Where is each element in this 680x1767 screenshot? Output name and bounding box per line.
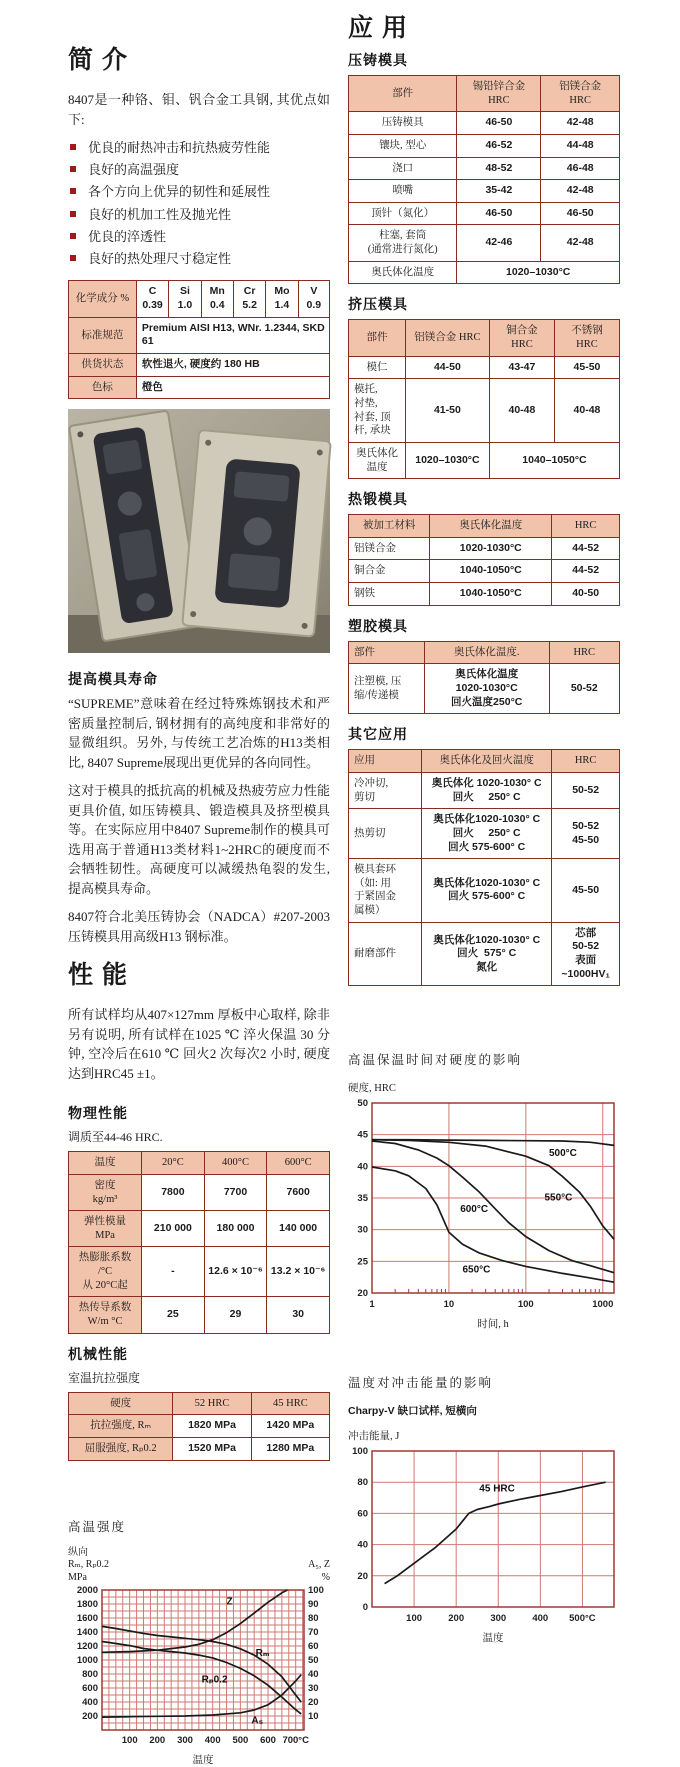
die-casting-molds-photo xyxy=(68,409,330,653)
left-axis-header: 纵向 Rₘ, Rₚ0.2 MPa xyxy=(68,1546,109,1583)
x-tick-label: 500 xyxy=(232,1735,249,1747)
y-tick-label: 600 xyxy=(82,1683,98,1695)
table-cell: 42-46 xyxy=(457,225,541,261)
data-table xyxy=(348,319,620,479)
table-cell: 密度 kg/m³ xyxy=(69,1174,142,1210)
table-cell: 50-52 xyxy=(549,664,619,714)
table-cell: 140 000 xyxy=(267,1211,330,1247)
table-cell: 镶块, 型心 xyxy=(349,134,457,157)
table-cell: 软性退火, 硬度约 180 HB xyxy=(136,353,329,376)
x-tick-label: 10 xyxy=(443,1299,455,1311)
x-tick-label: 100 xyxy=(406,1613,423,1625)
die-casting-caption: 压铸模具 xyxy=(348,52,408,68)
header-cell: 部件 xyxy=(349,320,406,356)
header-cell: 不锈钢 HRC xyxy=(554,320,619,356)
table-cell: 浇口 xyxy=(349,157,457,180)
header-cell: 45 HRC xyxy=(251,1392,329,1415)
series-650°C xyxy=(372,1167,614,1282)
table-cell: 42-48 xyxy=(541,180,620,203)
y-tick-label: 25 xyxy=(357,1256,368,1268)
y-right-tick-label: 90 xyxy=(308,1599,319,1611)
extrusion-table xyxy=(348,319,620,479)
table-cell: 热传导系数 W/m °C xyxy=(69,1297,142,1333)
table-cell: 43-47 xyxy=(489,356,554,379)
table-cell: 50-52 xyxy=(552,772,620,808)
table-cell: 46-50 xyxy=(541,202,620,225)
performance-intro: 所有试样均从407×127mm 厚板中心取样, 除非另有说明, 所有试样在1025 ℃ 淬火保温 30 分钟, 空冷后在610 ℃ 回火2 次每次2 小时, 硬度达到HRC45 ±1。 xyxy=(68,1007,330,1081)
series-label: Z xyxy=(226,1596,233,1608)
header-cell: 应用 xyxy=(349,750,422,773)
table-cell: 7800 xyxy=(142,1174,205,1210)
y-tick-label: 35 xyxy=(357,1193,368,1205)
table-cell: 35-42 xyxy=(457,180,541,203)
impact-energy-ylabel: 冲击能量, J xyxy=(348,1431,400,1443)
physical-title: 物理性能 xyxy=(68,1105,128,1122)
table-cell: 46-48 xyxy=(541,157,620,180)
table-cell: 29 xyxy=(204,1297,267,1333)
table-cell: 奥氏体化温度 1020-1030°C 回火温度250°C xyxy=(424,664,549,714)
table-cell: 标准规范 xyxy=(69,317,137,353)
left-column xyxy=(68,0,330,1767)
header-cell: 400°C xyxy=(204,1152,267,1175)
impact-energy-chart xyxy=(348,1373,620,1645)
table-cell: 柱塞, 套筒 (通常进行氮化) xyxy=(349,225,457,261)
y-right-tick-label: 20 xyxy=(308,1697,319,1709)
y-tick-label: 1000 xyxy=(76,1655,98,1667)
hot-strength-xlabel: 温度 xyxy=(192,1755,214,1767)
x-tick-label: 1000 xyxy=(592,1299,614,1311)
table-cell: 热膨胀系数 /°C 从 20°C起 xyxy=(69,1247,142,1297)
hot-forging-caption: 热锻模具 xyxy=(348,491,408,508)
impact-energy-plot xyxy=(348,1447,620,1628)
table-cell: 45-50 xyxy=(554,356,619,379)
x-tick-label: 1 xyxy=(369,1299,375,1311)
y-tick-label: 50 xyxy=(357,1098,368,1110)
table-cell: 钢铁 xyxy=(349,583,430,606)
hardness-vs-time-svg xyxy=(348,1099,620,1309)
table-cell: 180 000 xyxy=(204,1211,267,1247)
right-mold-plate xyxy=(182,430,331,637)
y-tick-label: 40 xyxy=(357,1161,368,1173)
hot-strength-axis-headers xyxy=(68,1547,330,1585)
intro-lead: 8407是一种铬、钼、钒合金工具钢, 其优点如下: xyxy=(68,92,330,127)
series-45 HRC xyxy=(385,1482,606,1583)
header-cell: 奥氏体化温度. xyxy=(424,641,549,664)
bullet-item: 优良的淬透性 xyxy=(68,227,330,246)
table-cell: 奥氏体化1020-1030° C 回火 575° C 氮化 xyxy=(422,922,552,986)
table-cell: Cr 5.2 xyxy=(233,281,265,317)
header-cell: 部件 xyxy=(349,76,457,112)
table-cell: 铜合金 xyxy=(349,560,430,583)
y-tick-label: 1800 xyxy=(76,1599,98,1611)
y-tick-label: 800 xyxy=(82,1669,98,1681)
table-cell: 7600 xyxy=(267,1174,330,1210)
hot-forging-table xyxy=(348,514,620,606)
bullet-item: 各个方向上优异的韧性和延展性 xyxy=(68,182,330,201)
series-label: 45 HRC xyxy=(479,1483,515,1495)
header-cell: 部件 xyxy=(349,641,425,664)
table-cell: 44-48 xyxy=(541,134,620,157)
table-cell: 40-48 xyxy=(489,379,554,443)
table-cell: - xyxy=(142,1247,205,1297)
table-cell: 奥氏体化1020-1030° C 回火 575-600° C xyxy=(422,859,552,923)
y-tick-label: 60 xyxy=(357,1508,368,1520)
applications-title: 应用 xyxy=(348,15,417,42)
table-cell: 1420 MPa xyxy=(251,1415,329,1438)
right-column xyxy=(348,0,620,1645)
header-cell: 20°C xyxy=(142,1152,205,1175)
die-life-para-2: 这对于模具的抵抗高的机械及热疲劳应力性能更具价值, 如压铸模具、锻造模具及挤型模具等。在实际应用中8407 Supreme制作的模具可选用高于普通H13类材料1~2HRC的硬度而不会牺牲韧性。高硬度可以减缓热龟裂的发生, 提高模具寿命。 xyxy=(68,783,330,896)
x-tick-label: 400 xyxy=(204,1735,221,1747)
impact-energy-chart-subtitle: Charpy-V 缺口试样, 短横向 xyxy=(348,1405,477,1418)
table-cell: Mo 1.4 xyxy=(266,281,298,317)
table-cell: 30 xyxy=(267,1297,330,1333)
intro-bullets xyxy=(68,138,330,268)
table-cell: 抗拉强度, Rₘ xyxy=(69,1415,173,1438)
x-tick-label: 100 xyxy=(517,1299,534,1311)
y-tick-label: 45 xyxy=(357,1129,368,1141)
table-cell: 注塑模, 压 缩/传递模 xyxy=(349,664,425,714)
table-cell: 1020–1030°C xyxy=(457,261,620,284)
header-cell: 铜合金 HRC xyxy=(489,320,554,356)
bullet-item: 良好的机加工性及抛光性 xyxy=(68,205,330,224)
x-tick-label: 200 xyxy=(448,1613,465,1625)
table-cell: Mn 0.4 xyxy=(201,281,233,317)
header-cell: 温度 xyxy=(69,1152,142,1175)
series-label: 600°C xyxy=(460,1204,489,1216)
hardness-time-plot xyxy=(348,1099,620,1314)
performance-title: 性能 xyxy=(68,962,137,990)
table-cell: 210 000 xyxy=(142,1211,205,1247)
plastic-mould-table xyxy=(348,641,620,715)
y-tick-label: 1600 xyxy=(76,1613,98,1625)
table-cell: 13.2 × 10⁻⁶ xyxy=(267,1247,330,1297)
die-casting-table xyxy=(348,75,620,284)
table-cell: 7700 xyxy=(204,1174,267,1210)
hot-strength-plot xyxy=(68,1587,330,1750)
table-cell: 1040–1050°C xyxy=(489,442,619,478)
series-label: A₅ xyxy=(251,1715,264,1727)
table-cell: 1040-1050°C xyxy=(430,560,552,583)
y-tick-label: 1400 xyxy=(76,1627,98,1639)
table-cell: 40-48 xyxy=(554,379,619,443)
die-life-para-1: “SUPREME”意味着在经过特殊炼钢技术和严密质量控制后, 钢材拥有的高纯度和非常好的显微组织。另外, 与传统工艺冶炼的H13类相比, 8407 Supreme展现出更优异的各向同性。 xyxy=(68,696,330,770)
mechanical-note: 室温抗拉强度 xyxy=(68,1370,141,1385)
table-cell: 耐磨部件 xyxy=(349,922,422,986)
y-tick-label: 200 xyxy=(82,1711,98,1723)
data-table xyxy=(68,1392,330,1461)
series-550°C xyxy=(372,1140,614,1240)
y-tick-label: 30 xyxy=(357,1224,368,1236)
table-cell: 模具套环 （如: 用 于紧固金 属模） xyxy=(349,859,422,923)
y-right-tick-label: 70 xyxy=(308,1627,319,1639)
header-cell: 奥氏体化及回火温度 xyxy=(422,750,552,773)
table-cell: 化学成分 % xyxy=(69,281,137,317)
series-label: 650°C xyxy=(462,1264,491,1276)
x-tick-label: 300 xyxy=(177,1735,193,1747)
y-right-tick-label: 40 xyxy=(308,1669,319,1681)
hardness-time-chart-title: 高温保温时间对硬度的影响 xyxy=(348,1053,523,1068)
table-cell: 奥氏体化1020-1030° C 回火 250° C 回火 575-600° C xyxy=(422,809,552,859)
y-tick-label: 80 xyxy=(357,1477,368,1489)
y-right-tick-label: 80 xyxy=(308,1613,319,1625)
hot-strength-chart xyxy=(68,1517,330,1767)
header-cell: 600°C xyxy=(267,1152,330,1175)
table-cell: 模托, 衬垫, 衬套, 顶 杆, 承块 xyxy=(349,379,406,443)
table-cell: 供货状态 xyxy=(69,353,137,376)
table-cell: 芯部 50-52 表面 ~1000HV₁ xyxy=(552,922,620,986)
physical-properties-table xyxy=(68,1151,330,1333)
table-cell: 25 xyxy=(142,1297,205,1333)
data-table xyxy=(348,641,620,715)
header-cell: HRC xyxy=(552,750,620,773)
hot-strength-chart-title: 高温强度 xyxy=(68,1519,127,1534)
header-cell: HRC xyxy=(552,515,620,538)
impact-energy-vs-temperature-svg xyxy=(348,1447,620,1623)
table-cell: 1280 MPa xyxy=(251,1437,329,1460)
table-cell: 压铸模具 xyxy=(349,112,457,135)
data-table xyxy=(348,75,620,284)
intro-title: 简介 xyxy=(68,47,137,74)
x-tick-label: 100 xyxy=(121,1735,138,1747)
table-cell: 奥氏体化 1020-1030° C 回火 250° C xyxy=(422,772,552,808)
header-cell: 被加工材料 xyxy=(349,515,430,538)
x-tick-label: 400 xyxy=(532,1613,549,1625)
header-cell: 硬度 xyxy=(69,1392,173,1415)
header-cell: 锡铅锌合金 HRC xyxy=(457,76,541,112)
table-cell: 橙色 xyxy=(136,376,329,399)
hot-strength-svg xyxy=(68,1587,330,1745)
extrusion-caption: 挤压模具 xyxy=(348,296,408,313)
table-cell: 41-50 xyxy=(405,379,489,443)
table-cell: 44-52 xyxy=(552,537,620,560)
y-tick-label: 20 xyxy=(357,1288,368,1300)
table-cell: 屈服强度, Rₚ0.2 xyxy=(69,1437,173,1460)
table-cell: 50-52 45-50 xyxy=(552,809,620,859)
y-tick-label: 2000 xyxy=(76,1585,98,1597)
y-tick-label: 100 xyxy=(352,1446,368,1458)
impact-energy-chart-title: 温度对冲击能量的影响 xyxy=(348,1376,494,1391)
y-right-tick-label: 10 xyxy=(308,1711,319,1723)
table-cell: 模仁 xyxy=(349,356,406,379)
hardness-time-xlabel: 时间, h xyxy=(477,1319,509,1331)
table-cell: 12.6 × 10⁻⁶ xyxy=(204,1247,267,1297)
table-cell: 40-50 xyxy=(552,583,620,606)
table-cell: 1020–1030°C xyxy=(405,442,489,478)
data-table xyxy=(68,1151,330,1333)
table-cell: Si 1.0 xyxy=(169,281,201,317)
mechanical-title: 机械性能 xyxy=(68,1345,128,1362)
header-cell: 52 HRC xyxy=(173,1392,251,1415)
table-cell: 45-50 xyxy=(552,859,620,923)
table-cell: 冷冲切, 剪切 xyxy=(349,772,422,808)
data-table xyxy=(68,280,330,399)
bullet-item: 优良的耐热冲击和抗热疲劳性能 xyxy=(68,138,330,157)
spec-table xyxy=(68,280,330,399)
x-tick-label: 500°C xyxy=(569,1613,596,1625)
header-cell: 铝镁合金 HRC xyxy=(405,320,489,356)
table-cell: C 0.39 xyxy=(136,281,168,317)
y-right-tick-label: 60 xyxy=(308,1641,319,1653)
die-life-para-3: 8407符合北美压铸协会（NADCA）#207-2003 压铸模具用高级H13 钢标准。 xyxy=(68,909,330,944)
table-cell: 弹性模量 MPa xyxy=(69,1211,142,1247)
table-cell: 色标 xyxy=(69,376,137,399)
x-tick-label: 600 xyxy=(260,1735,276,1747)
y-tick-label: 20 xyxy=(357,1571,368,1583)
y-tick-label: 0 xyxy=(362,1602,368,1614)
header-cell: 奥氏体化温度 xyxy=(430,515,552,538)
series-label: Rₘ xyxy=(255,1647,270,1659)
y-tick-label: 40 xyxy=(357,1539,368,1551)
tensile-strength-table xyxy=(68,1392,330,1461)
series-label: 500°C xyxy=(549,1148,577,1160)
table-cell: 1520 MPa xyxy=(173,1437,251,1460)
hardness-time-chart xyxy=(348,1050,620,1331)
table-cell: 46-50 xyxy=(457,112,541,135)
table-cell: 热剪切 xyxy=(349,809,422,859)
table-cell: 1040-1050°C xyxy=(430,583,552,606)
table-cell: 1020-1030°C xyxy=(430,537,552,560)
x-tick-label: 700°C xyxy=(282,1735,309,1747)
table-cell: 46-52 xyxy=(457,134,541,157)
series-label: Rₚ0.2 xyxy=(201,1674,228,1686)
table-cell: 奥氏体化温度 xyxy=(349,261,457,284)
table-cell: V 0.9 xyxy=(298,281,329,317)
data-table xyxy=(348,749,620,986)
bullet-item: 良好的热处理尺寸稳定性 xyxy=(68,249,330,268)
header-cell: HRC xyxy=(549,641,619,664)
right-axis-header: A₅, Z % xyxy=(308,1559,330,1583)
series-600°C xyxy=(372,1141,614,1273)
other-uses-table xyxy=(348,749,620,986)
physical-note: 调质至44-46 HRC. xyxy=(68,1130,163,1145)
header-cell: 铝镁合金 HRC xyxy=(541,76,620,112)
series-Rₘ xyxy=(102,1626,301,1702)
impact-energy-xlabel: 温度 xyxy=(482,1633,504,1645)
other-uses-caption: 其它应用 xyxy=(348,726,408,743)
x-tick-label: 300 xyxy=(490,1613,507,1625)
table-cell: 顶针（氮化） xyxy=(349,202,457,225)
series-label: 550°C xyxy=(544,1192,573,1204)
table-cell: Premium AISI H13, WNr. 1.2344, SKD 61 xyxy=(136,317,329,353)
y-tick-label: 400 xyxy=(82,1697,98,1709)
table-cell: 1820 MPa xyxy=(173,1415,251,1438)
table-cell: 46-50 xyxy=(457,202,541,225)
table-cell: 铝镁合金 xyxy=(349,537,430,560)
table-cell: 42-48 xyxy=(541,225,620,261)
table-cell: 奥氏体化 温度 xyxy=(349,442,406,478)
table-cell: 44-50 xyxy=(405,356,489,379)
y-right-tick-label: 50 xyxy=(308,1655,319,1667)
bullet-item: 良好的高温强度 xyxy=(68,160,330,179)
table-cell: 喷嘴 xyxy=(349,180,457,203)
y-right-tick-label: 100 xyxy=(308,1585,324,1597)
y-right-tick-label: 30 xyxy=(308,1683,319,1695)
die-life-title: 提高模具寿命 xyxy=(68,671,158,688)
table-cell: 44-52 xyxy=(552,560,620,583)
x-tick-label: 200 xyxy=(149,1735,166,1747)
plastic-mould-caption: 塑胶模具 xyxy=(348,617,408,634)
hardness-time-ylabel: 硬度, HRC xyxy=(348,1083,396,1095)
y-tick-label: 1200 xyxy=(76,1641,98,1653)
data-table xyxy=(348,514,620,606)
table-cell: 42-48 xyxy=(541,112,620,135)
table-cell: 48-52 xyxy=(457,157,541,180)
